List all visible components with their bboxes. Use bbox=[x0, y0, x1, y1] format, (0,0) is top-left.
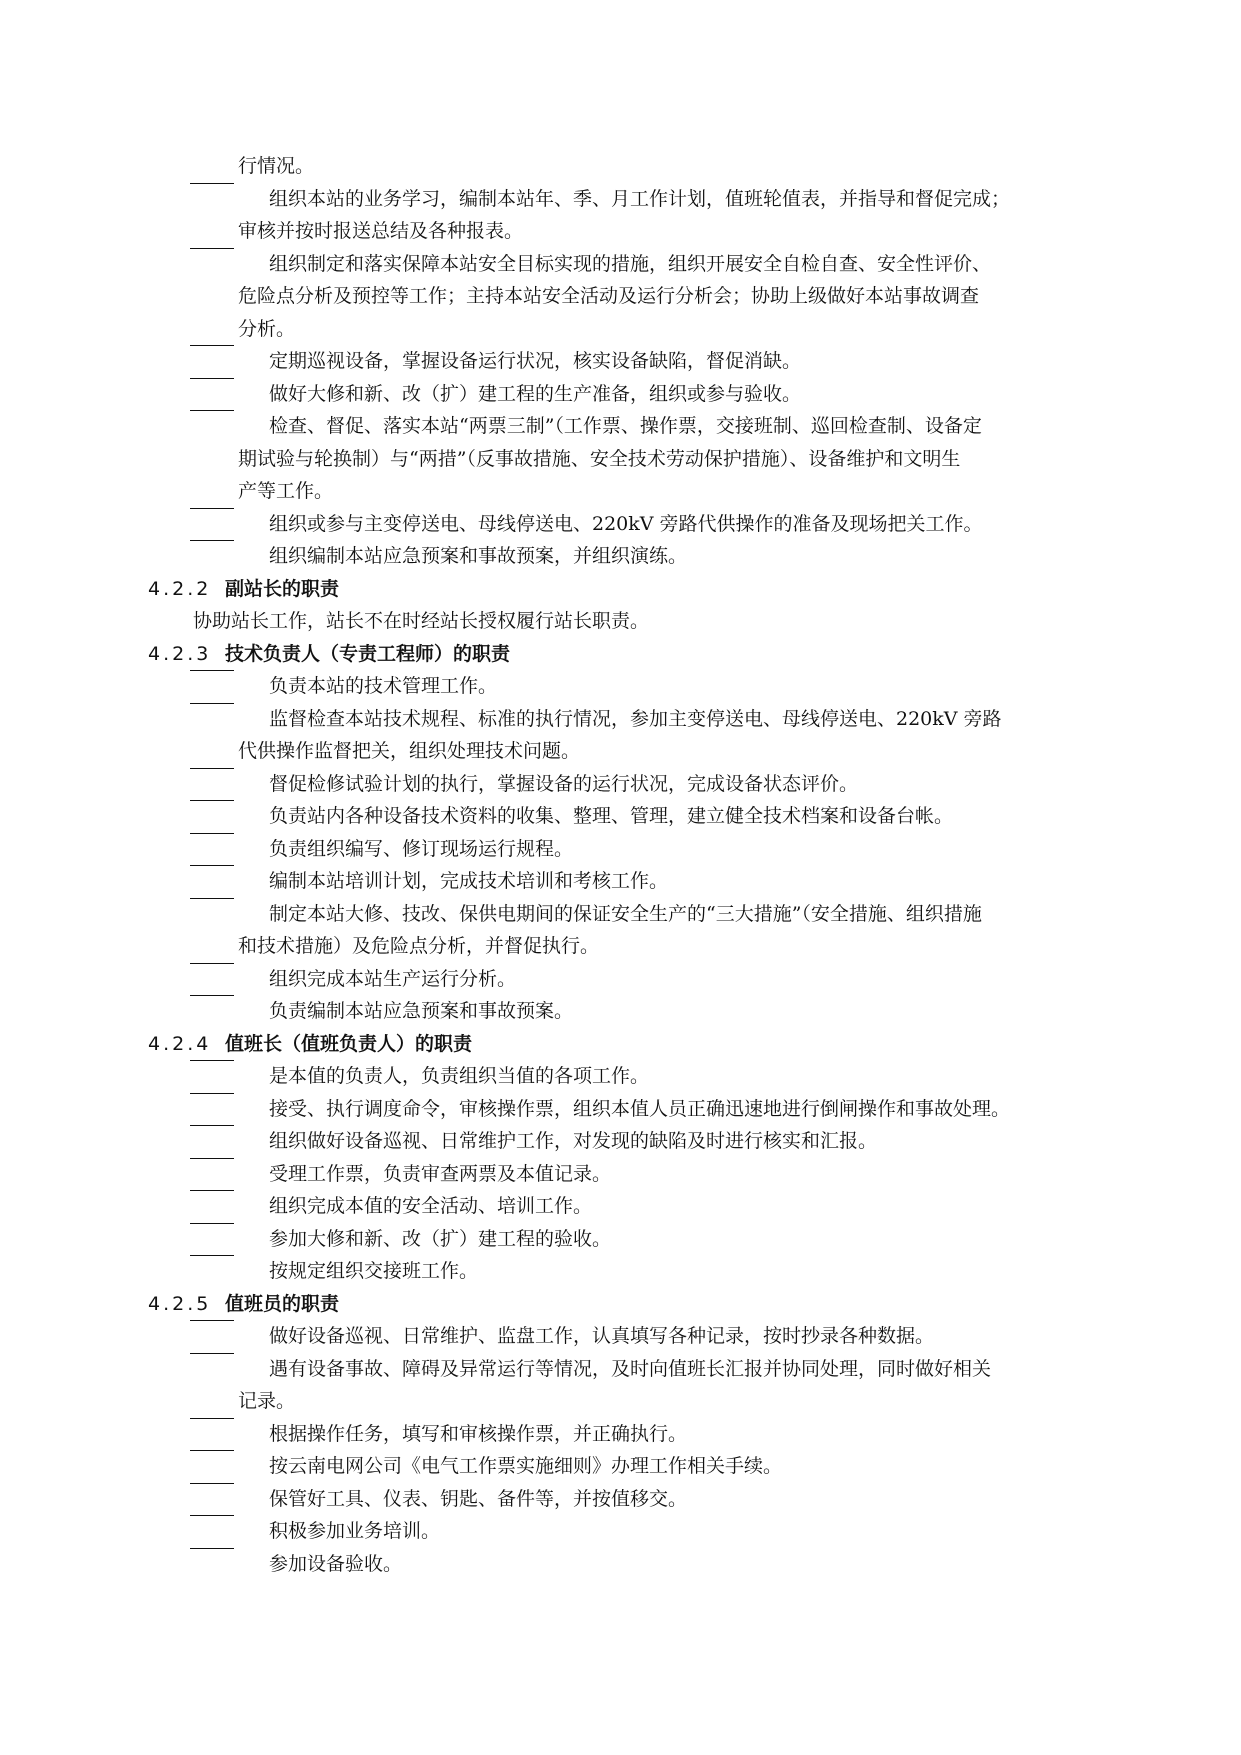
list-item bbox=[148, 800, 1094, 833]
list-item-text: 产等工作。 bbox=[238, 480, 334, 502]
list-item bbox=[148, 1353, 1094, 1386]
list-item bbox=[148, 768, 1094, 801]
list-item-text: 受理工作票，负责审查两票及本值记录。 bbox=[269, 1162, 612, 1185]
section-title: 值班员的职责 bbox=[225, 1292, 340, 1315]
list-item-text: 督促检修试验计划的执行，掌握设备的运行状况，完成设备状态评价。 bbox=[269, 772, 859, 795]
list-item-text: 做好设备巡视、日常维护、监盘工作，认真填写各种记录，按时抄录各种数据。 bbox=[269, 1325, 935, 1347]
list-item-text: 根据操作任务，填写和审核操作票，并正确执行。 bbox=[269, 1422, 688, 1445]
list-item-text: 编制本站培训计划，完成技术培训和考核工作。 bbox=[269, 870, 669, 892]
list-item bbox=[148, 1450, 1094, 1483]
list-item bbox=[148, 1190, 1094, 1223]
list-item-text: 负责站内各种设备技术资料的收集、整理、管理，建立健全技术档案和设备台帐。 bbox=[269, 805, 954, 827]
list-item bbox=[148, 865, 1094, 898]
list-item-text: 积极参加业务培训。 bbox=[269, 1520, 441, 1542]
section-title: 副站长的职责 bbox=[225, 577, 340, 600]
list-item bbox=[148, 963, 1094, 996]
list-item-continuation bbox=[148, 930, 1094, 963]
list-item bbox=[148, 833, 1094, 866]
list-item bbox=[148, 1320, 1094, 1353]
section-number: 4.2.2 bbox=[148, 577, 212, 600]
list-item-text: 遇有设备事故、障碍及异常运行等情况，及时向值班长汇报并协同处理，同时做好相关 bbox=[269, 1357, 992, 1380]
continued-text-line: 行情况。 bbox=[238, 155, 315, 177]
list-item-text: 危险点分析及预控等工作；主持本站安全活动及运行分析会；协助上级做好本站事故调查 bbox=[238, 285, 980, 307]
list-item bbox=[148, 1125, 1094, 1158]
list-item-continuation bbox=[148, 215, 1094, 248]
list-item-text: 参加大修和新、改（扩）建工程的验收。 bbox=[269, 1227, 612, 1250]
list-item-text: 组织本站的业务学习，编制本站年、季、月工作计划，值班轮值表，并指导和督促完成； bbox=[269, 187, 1011, 210]
list-item-text: 接受、执行调度命令，审核操作票，组织本值人员正确迅速地进行倒闸操作和事故处理。 bbox=[269, 1097, 1011, 1120]
list-item-text: 负责组织编写、修订现场运行规程。 bbox=[269, 837, 574, 860]
list-item-text: 负责编制本站应急预案和事故预案。 bbox=[269, 1000, 574, 1022]
list-item-text: 组织完成本值的安全活动、培训工作。 bbox=[269, 1195, 593, 1217]
list-item-continuation bbox=[148, 475, 1094, 508]
list-item-text: 做好大修和新、改（扩）建工程的生产准备，组织或参与验收。 bbox=[269, 382, 802, 405]
list-item-text: 分析。 bbox=[238, 317, 296, 340]
list-item-text: 参加设备验收。 bbox=[269, 1552, 403, 1575]
section-number: 4.2.3 bbox=[148, 642, 212, 665]
list-item-text: 审核并按时报送总结及各种报表。 bbox=[238, 220, 524, 242]
section-heading bbox=[148, 1288, 1094, 1321]
list-item-text: 负责本站的技术管理工作。 bbox=[269, 675, 498, 697]
list-item bbox=[148, 540, 1094, 573]
list-item-text: 检查、督促、落实本站“两票三制”（工作票、操作票，交接班制、巡回检查制、设备定 bbox=[269, 415, 982, 437]
list-item bbox=[148, 703, 1094, 736]
list-item bbox=[148, 345, 1094, 378]
list-item bbox=[148, 670, 1094, 703]
list-item bbox=[148, 248, 1094, 281]
list-item bbox=[148, 378, 1094, 411]
list-item-text: 代供操作监督把关，组织处理技术问题。 bbox=[238, 740, 581, 762]
list-item-text: 保管好工具、仪表、钥匙、备件等，并按值移交。 bbox=[269, 1487, 688, 1510]
list-item-text: 组织编制本站应急预案和事故预案，并组织演练。 bbox=[269, 545, 688, 567]
list-item bbox=[148, 508, 1094, 541]
list-item-text: 监督检查本站技术规程、标准的执行情况，参加主变停送电、母线停送电、220kV 旁路 bbox=[269, 707, 1002, 730]
list-item bbox=[148, 1483, 1094, 1516]
section-number: 4.2.5 bbox=[148, 1292, 212, 1315]
list-item bbox=[148, 1093, 1094, 1126]
document-body bbox=[148, 150, 1094, 1580]
list-item-text: 记录。 bbox=[238, 1390, 296, 1412]
list-item bbox=[148, 1548, 1094, 1581]
list-item bbox=[148, 898, 1094, 931]
list-item bbox=[148, 1255, 1094, 1288]
list-item-continuation bbox=[148, 1385, 1094, 1418]
list-item bbox=[148, 183, 1094, 216]
list-item-continuation bbox=[148, 735, 1094, 768]
list-item-continuation bbox=[148, 443, 1094, 476]
list-item-text: 组织制定和落实保障本站安全目标实现的措施，组织开展安全自检自查、安全性评价、 bbox=[269, 252, 992, 275]
list-item bbox=[148, 410, 1094, 443]
list-item bbox=[148, 1158, 1094, 1191]
list-item bbox=[148, 1223, 1094, 1256]
list-item-text: 组织做好设备巡视、日常维护工作，对发现的缺陷及时进行核实和汇报。 bbox=[269, 1130, 878, 1152]
list-item-text: 和技术措施）及危险点分析，并督促执行。 bbox=[238, 935, 600, 957]
paragraph: 协助站长工作，站长不在时经站长授权履行站长职责。 bbox=[193, 610, 650, 632]
list-item-text: 组织完成本站生产运行分析。 bbox=[269, 967, 517, 990]
list-item-text: 按云南电网公司《电气工作票实施细则》办理工作相关手续。 bbox=[269, 1455, 783, 1477]
section-title: 值班长（值班负责人）的职责 bbox=[225, 1032, 473, 1055]
list-item-continuation bbox=[148, 313, 1094, 346]
section-heading bbox=[148, 573, 1094, 606]
list-item bbox=[148, 1418, 1094, 1451]
list-item bbox=[148, 1515, 1094, 1548]
list-item-text: 定期巡视设备，掌握设备运行状况，核实设备缺陷，督促消缺。 bbox=[269, 350, 802, 372]
list-item-text: 期试验与轮换制）与“两措”（反事故措施、安全技术劳动保护措施）、设备维护和文明生 bbox=[238, 447, 961, 470]
list-item-text: 制定本站大修、技改、保供电期间的保证安全生产的“三大措施”（安全措施、组织措施 bbox=[269, 902, 982, 925]
list-item-text: 组织或参与主变停送电、母线停送电、220kV 旁路代供操作的准备及现场把关工作。 bbox=[269, 512, 983, 535]
section-number: 4.2.4 bbox=[148, 1032, 212, 1055]
list-item bbox=[148, 1060, 1094, 1093]
list-item bbox=[148, 995, 1094, 1028]
list-item-text: 按规定组织交接班工作。 bbox=[269, 1260, 479, 1282]
section-heading bbox=[148, 1028, 1094, 1061]
list-item-continuation bbox=[148, 280, 1094, 313]
section-heading bbox=[148, 638, 1094, 671]
section-title: 技术负责人（专责工程师）的职责 bbox=[225, 642, 511, 665]
list-item-text: 是本值的负责人，负责组织当值的各项工作。 bbox=[269, 1065, 650, 1087]
